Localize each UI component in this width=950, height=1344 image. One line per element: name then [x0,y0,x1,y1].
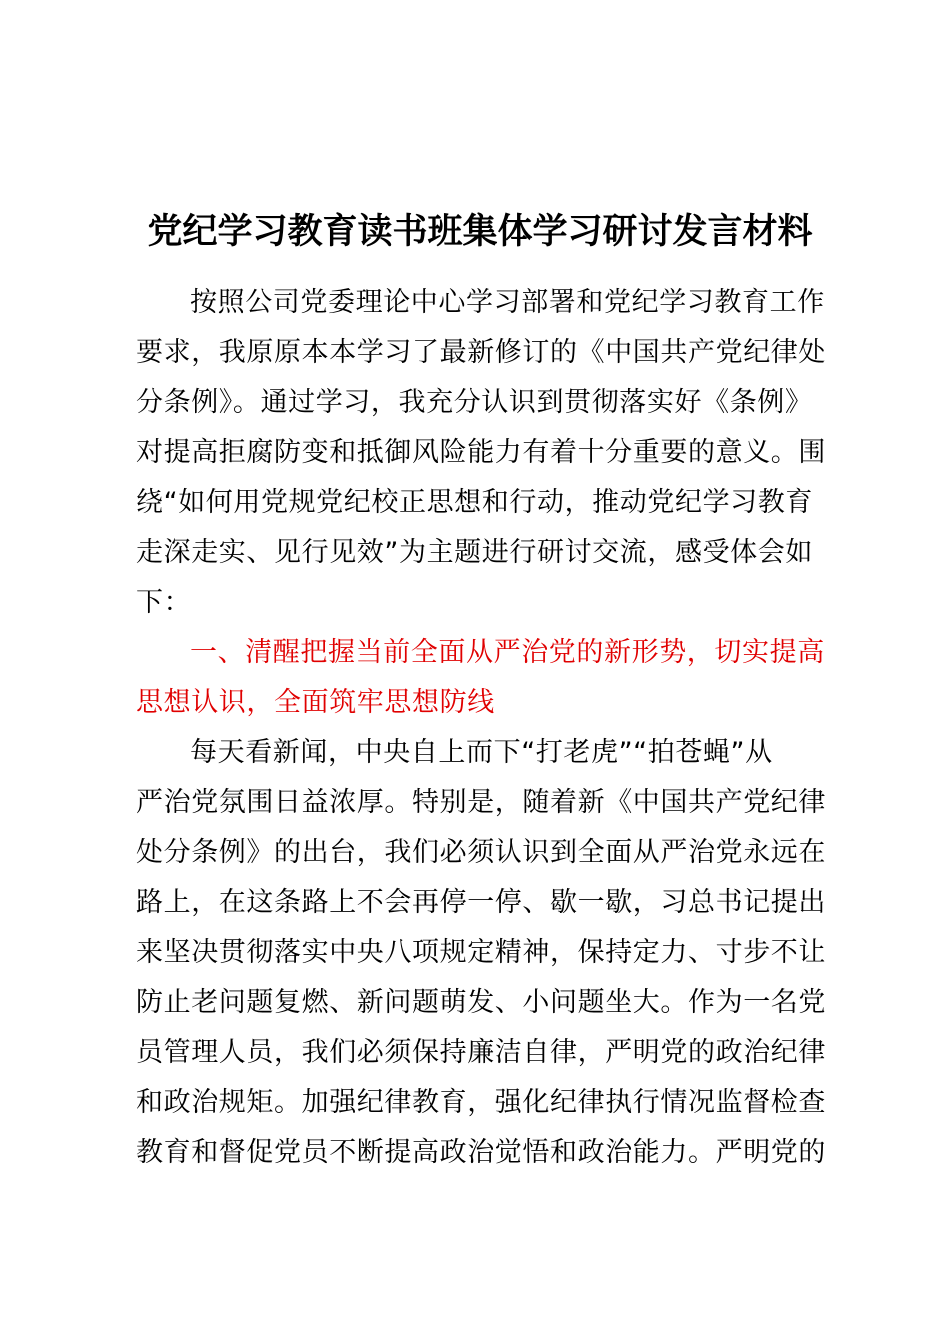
text-line: 路上，在这条路上不会再停一停、歇一歇，习总书记提出 [136,887,826,918]
text-line: 按照公司党委理论中心学习部署和党纪学习教育工作 [190,287,825,318]
heading-line: 思想认识，全面筑牢思想防线 [136,687,495,718]
text-line: 员管理人员，我们必须保持廉洁自律，严明党的政治纪律 [136,1037,826,1068]
text-line: 绕“如何用党规党纪校正思想和行动，推动党纪学习教育 [136,487,813,518]
body-paragraph-2 [136,728,832,1178]
section-heading-1 [136,628,832,728]
text-line: 严治党氛围日益浓厚。特别是，随着新《中国共产党纪律 [136,787,826,818]
text-line: 教育和督促党员不断提高政治觉悟和政治能力。严明党的 [136,1137,826,1168]
text-line: 要求，我原原本本学习了最新修订的《中国共产党纪律处 [136,337,826,368]
text-line: 走深走实、见行见效”为主题进行研讨交流，感受体会如 [136,537,813,568]
text-line: 每天看新闻，中央自上而下“打老虎”“拍苍蝇”从 [190,737,773,768]
text-line: 对提高拒腐防变和抵御风险能力有着十分重要的意义。围 [136,437,826,468]
text-line: 防止老问题复燃、新问题萌发、小问题坐大。作为一名党 [136,987,826,1018]
text-line: 来坚决贯彻落实中央八项规定精神，保持定力、寸步不让 [136,937,826,968]
text-line: 下： [136,587,192,618]
document-body [136,278,832,1178]
document-title: 党纪学习教育读书班集体学习研讨发言材料 [147,212,813,252]
text-line: 和政治规矩。加强纪律教育，强化纪律执行情况监督检查 [136,1087,826,1118]
intro-paragraph [136,278,832,628]
text-line: 处分条例》的出台，我们必须认识到全面从严治党永远在 [136,837,826,868]
heading-line: 一、清醒把握当前全面从严治党的新形势，切实提高 [190,637,825,668]
text-line: 分条例》。通过学习，我充分认识到贯彻落实好《条例》 [136,387,813,418]
